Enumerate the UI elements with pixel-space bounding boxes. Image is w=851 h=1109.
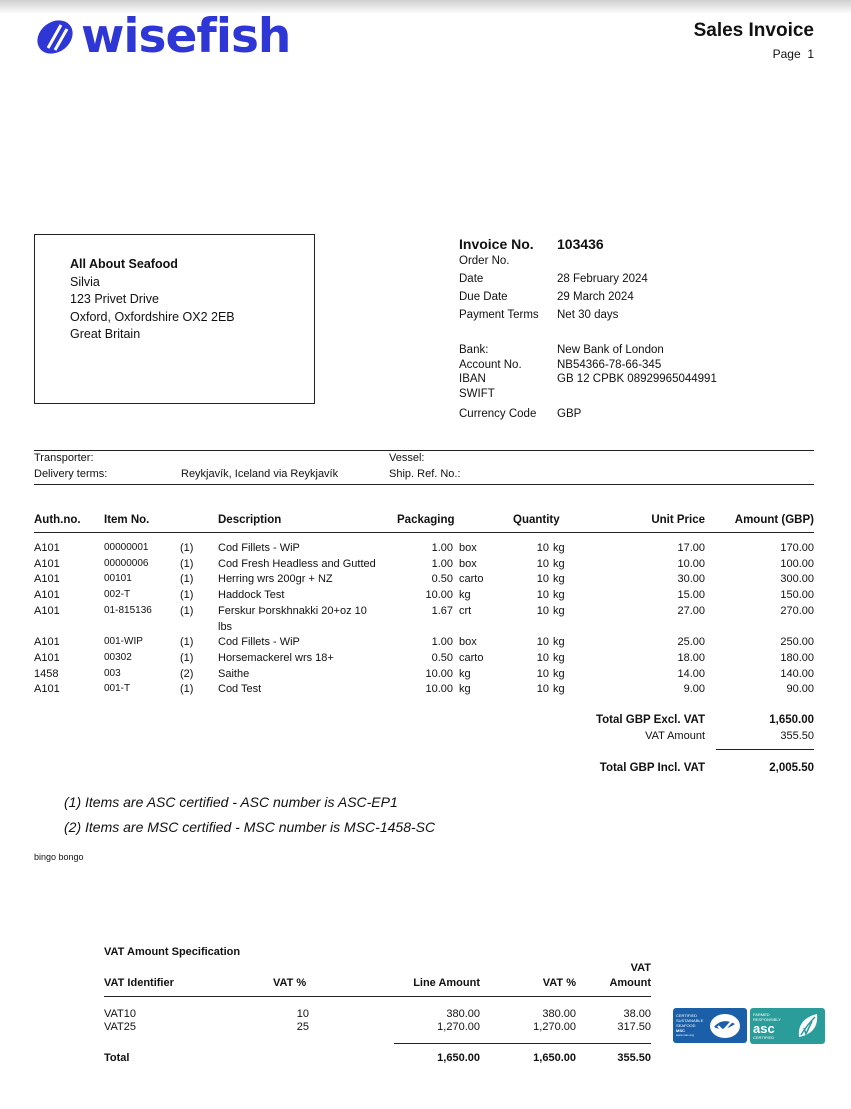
line-qty: 10 <box>536 683 549 696</box>
vat-amount-header: Amount <box>609 977 651 989</box>
divider <box>716 749 814 750</box>
invoice-number-label: Invoice No. <box>459 236 534 252</box>
asc-text: CERTIFIED <box>753 1035 775 1040</box>
line-cert: (1) <box>180 589 194 602</box>
vat-base-header: VAT % <box>542 977 576 989</box>
line-pack-qty: 10.00 <box>425 683 453 696</box>
line-item: 00000006 <box>104 557 149 569</box>
customer-name: All About Seafood <box>70 257 178 271</box>
col-description-header: Description <box>218 514 282 526</box>
col-amount-header: Amount (GBP) <box>734 514 814 526</box>
delivery-terms-value: Reykjavík, Iceland via Reykjavík <box>181 468 339 480</box>
certification-note: (2) Items are MSC certified - MSC number is MSC-1458-SC <box>64 819 436 835</box>
vat-row-line: 1,270.00 <box>437 1021 480 1033</box>
asc-leaf-check-icon <box>795 1011 821 1041</box>
line-cert: (1) <box>180 683 194 696</box>
line-amount: 100.00 <box>780 557 814 570</box>
currency-label: Currency Code <box>459 408 537 420</box>
address-line: Oxford, Oxfordshire OX2 2EB <box>70 309 235 324</box>
line-auth: A101 <box>34 557 60 570</box>
fish-logo-icon <box>35 17 75 57</box>
bank-label: Bank: <box>459 344 489 356</box>
currency-value: GBP <box>557 408 582 420</box>
line-price: 15.00 <box>677 589 705 602</box>
line-auth: A101 <box>34 651 60 664</box>
total-incl-vat-value: 2,005.50 <box>769 762 814 774</box>
line-pack-unit: box <box>459 636 477 649</box>
line-qty-unit: kg <box>553 667 565 680</box>
vat-total-line: 1,650.00 <box>437 1052 480 1064</box>
vat-row-base: 1,270.00 <box>533 1021 576 1033</box>
certification-note: (1) Items are ASC certified - ASC number is ASC-EP1 <box>64 794 398 810</box>
line-price: 14.00 <box>677 667 705 680</box>
vat-amount-value: 355.50 <box>780 730 814 742</box>
line-auth: A101 <box>34 604 60 617</box>
vat-total-base: 1,650.00 <box>533 1052 576 1064</box>
msc-fish-check-icon <box>708 1012 742 1040</box>
payment-terms-value: Net 30 days <box>557 309 619 321</box>
line-item: 00302 <box>104 651 132 663</box>
line-desc: Cod Test <box>218 683 262 696</box>
line-qty-unit: kg <box>553 604 565 617</box>
iban-label: IBAN <box>459 373 486 385</box>
vat-row-amount: 38.00 <box>623 1008 651 1020</box>
col-quantity-header: Quantity <box>513 514 560 526</box>
asc-text: RESPONSIBLY <box>753 1017 781 1022</box>
total-excl-vat-value: 1,650.00 <box>769 714 814 726</box>
vat-row-pct: 25 <box>296 1021 309 1033</box>
line-item: 01-815136 <box>104 604 152 616</box>
page-number: Page 1 <box>772 47 814 61</box>
swift-label: SWIFT <box>459 388 495 400</box>
total-excl-vat-label: Total GBP Excl. VAT <box>595 714 705 726</box>
line-pack-unit: carto <box>459 651 484 664</box>
line-desc: Cod Fillets - WiP <box>218 636 300 649</box>
divider <box>394 1043 651 1044</box>
line-price: 27.00 <box>677 604 705 617</box>
line-pack-unit: crt <box>459 604 472 617</box>
total-incl-vat-label: Total GBP Incl. VAT <box>599 762 705 774</box>
line-qty: 10 <box>536 573 549 586</box>
line-qty-unit: kg <box>553 542 565 554</box>
line-price: 10.00 <box>677 557 705 570</box>
msc-text: SUSTAINABLE <box>676 1018 704 1023</box>
line-qty-unit: kg <box>553 589 565 602</box>
asc-logo-text: asc <box>753 1021 775 1036</box>
line-auth: A101 <box>34 589 60 602</box>
line-item: 001-WIP <box>104 636 143 648</box>
line-pack-unit: box <box>459 542 477 554</box>
line-desc-continued: lbs <box>218 620 233 633</box>
line-auth: A101 <box>34 636 60 649</box>
brand-name: wisefish <box>81 9 291 64</box>
line-auth: 1458 <box>34 667 59 680</box>
vat-total-label: Total <box>104 1052 130 1064</box>
vat-row-id: VAT25 <box>104 1021 136 1033</box>
due-date-value: 29 March 2024 <box>557 291 634 303</box>
date-value: 28 February 2024 <box>557 273 648 285</box>
line-qty-unit: kg <box>553 636 565 649</box>
line-pack-unit: kg <box>459 667 471 680</box>
line-pack-qty: 10.00 <box>425 667 453 680</box>
line-desc: Ferskur Þorskhnakki 20+oz 10 <box>218 604 367 617</box>
msc-text: MSC <box>676 1028 685 1033</box>
transporter-label: Transporter: <box>34 452 94 464</box>
line-pack-qty: 1.00 <box>431 542 453 554</box>
line-qty: 10 <box>536 636 549 649</box>
line-qty: 10 <box>536 651 549 664</box>
line-auth: A101 <box>34 542 60 554</box>
line-pack-qty: 0.50 <box>431 573 453 586</box>
line-amount: 250.00 <box>780 636 814 649</box>
line-desc: Cod Fresh Headless and Gutted <box>218 557 376 570</box>
msc-text: CERTIFIED <box>676 1013 698 1018</box>
line-qty: 10 <box>536 604 549 617</box>
account-no-label: Account No. <box>459 359 522 371</box>
line-amount-header: Line Amount <box>413 977 480 989</box>
line-price: 18.00 <box>677 651 705 664</box>
vat-row-base: 380.00 <box>542 1008 576 1020</box>
customer-address <box>70 256 235 344</box>
document-title: Sales Invoice <box>693 20 814 41</box>
line-item: 001-T <box>104 683 131 695</box>
line-item: 003 <box>104 667 121 679</box>
line-cert: (2) <box>180 667 194 680</box>
line-cert: (1) <box>180 542 194 554</box>
iban-value: GB 12 CPBK 08929965044991 <box>557 373 717 385</box>
line-amount: 90.00 <box>786 683 814 696</box>
vat-pct-header: VAT % <box>273 977 307 989</box>
line-cert: (1) <box>180 604 194 617</box>
line-amount: 270.00 <box>780 604 814 617</box>
line-amount: 170.00 <box>780 542 814 554</box>
line-amount: 150.00 <box>780 589 814 602</box>
divider <box>104 996 651 997</box>
invoice-number: 103436 <box>557 236 604 252</box>
vat-total-amount: 355.50 <box>617 1052 651 1064</box>
line-pack-qty: 1.00 <box>431 636 453 649</box>
line-pack-unit: kg <box>459 589 471 602</box>
line-qty: 10 <box>536 589 549 602</box>
vat-identifier-header: VAT Identifier <box>104 977 174 989</box>
vat-row-line: 380.00 <box>446 1008 480 1020</box>
line-auth: A101 <box>34 683 60 696</box>
vat-spec-title: VAT Amount Specification <box>104 946 241 958</box>
vat-amount-label: VAT Amount <box>645 730 705 742</box>
address-line: Great Britain <box>70 327 141 341</box>
col-packaging-header: Packaging <box>397 514 455 526</box>
asc-badge <box>750 1008 825 1044</box>
line-item: 00101 <box>104 573 132 585</box>
line-qty: 10 <box>536 667 549 680</box>
line-amount: 140.00 <box>780 667 814 680</box>
msc-text: www.msc.org <box>676 1033 694 1037</box>
divider <box>34 484 814 485</box>
line-desc: Herring wrs 200gr + NZ <box>218 573 333 586</box>
brand-logo <box>35 9 291 64</box>
vessel-label: Vessel: <box>389 452 425 464</box>
vat-amount-header: VAT <box>630 962 651 974</box>
line-price: 9.00 <box>683 683 705 696</box>
line-pack-qty: 10.00 <box>425 589 453 602</box>
line-item: 002-T <box>104 589 131 601</box>
col-unit-price-header: Unit Price <box>651 514 705 526</box>
line-desc: Haddock Test <box>218 589 285 602</box>
line-qty: 10 <box>536 557 549 570</box>
line-desc: Saithe <box>218 667 250 680</box>
vat-row-amount: 317.50 <box>617 1021 651 1033</box>
line-qty-unit: kg <box>553 573 565 586</box>
line-amount: 300.00 <box>780 573 814 586</box>
payment-terms-label: Payment Terms <box>459 309 539 321</box>
line-pack-qty: 1.67 <box>431 604 453 617</box>
order-no-label: Order No. <box>459 255 510 267</box>
line-pack-unit: carto <box>459 573 484 586</box>
line-auth: A101 <box>34 573 60 586</box>
due-date-label: Due Date <box>459 291 508 303</box>
address-line: Silvia <box>70 274 100 289</box>
col-auth-header: Auth.no. <box>34 514 81 526</box>
line-pack-unit: kg <box>459 683 471 696</box>
divider <box>34 450 814 451</box>
line-desc: Cod Fillets - WiP <box>218 542 300 554</box>
date-label: Date <box>459 273 484 285</box>
line-cert: (1) <box>180 573 194 586</box>
line-qty: 10 <box>536 542 549 554</box>
msc-badge <box>673 1008 747 1043</box>
msc-badge-text <box>676 1013 708 1038</box>
line-cert: (1) <box>180 651 194 664</box>
msc-text: SEAFOOD <box>676 1023 696 1028</box>
line-item: 00000001 <box>104 542 149 553</box>
line-qty-unit: kg <box>553 651 565 664</box>
asc-text: FARMED <box>753 1012 770 1017</box>
vat-row-pct: 10 <box>296 1008 309 1020</box>
line-desc: Horsemackerel wrs 18+ <box>218 651 334 664</box>
divider <box>34 532 814 533</box>
account-no-value: NB54366-78-66-345 <box>557 359 662 371</box>
invoice-comment: bingo bongo <box>34 852 84 862</box>
vat-row-id: VAT10 <box>104 1008 136 1020</box>
line-cert: (1) <box>180 557 194 570</box>
bank-value: New Bank of London <box>557 344 664 356</box>
line-price: 17.00 <box>677 542 705 554</box>
line-pack-qty: 0.50 <box>431 651 453 664</box>
address-line: 123 Privet Drive <box>70 292 159 306</box>
asc-badge-text <box>753 1012 795 1040</box>
line-cert: (1) <box>180 636 194 649</box>
line-price: 30.00 <box>677 573 705 586</box>
line-pack-qty: 1.00 <box>431 557 453 570</box>
line-qty-unit: kg <box>553 557 565 570</box>
delivery-terms-label: Delivery terms: <box>34 468 108 480</box>
line-qty-unit: kg <box>553 683 565 696</box>
line-amount: 180.00 <box>780 651 814 664</box>
col-item-header: Item No. <box>104 514 150 526</box>
line-pack-unit: box <box>459 557 477 570</box>
ship-ref-label: Ship. Ref. No.: <box>389 468 461 480</box>
line-price: 25.00 <box>677 636 705 649</box>
